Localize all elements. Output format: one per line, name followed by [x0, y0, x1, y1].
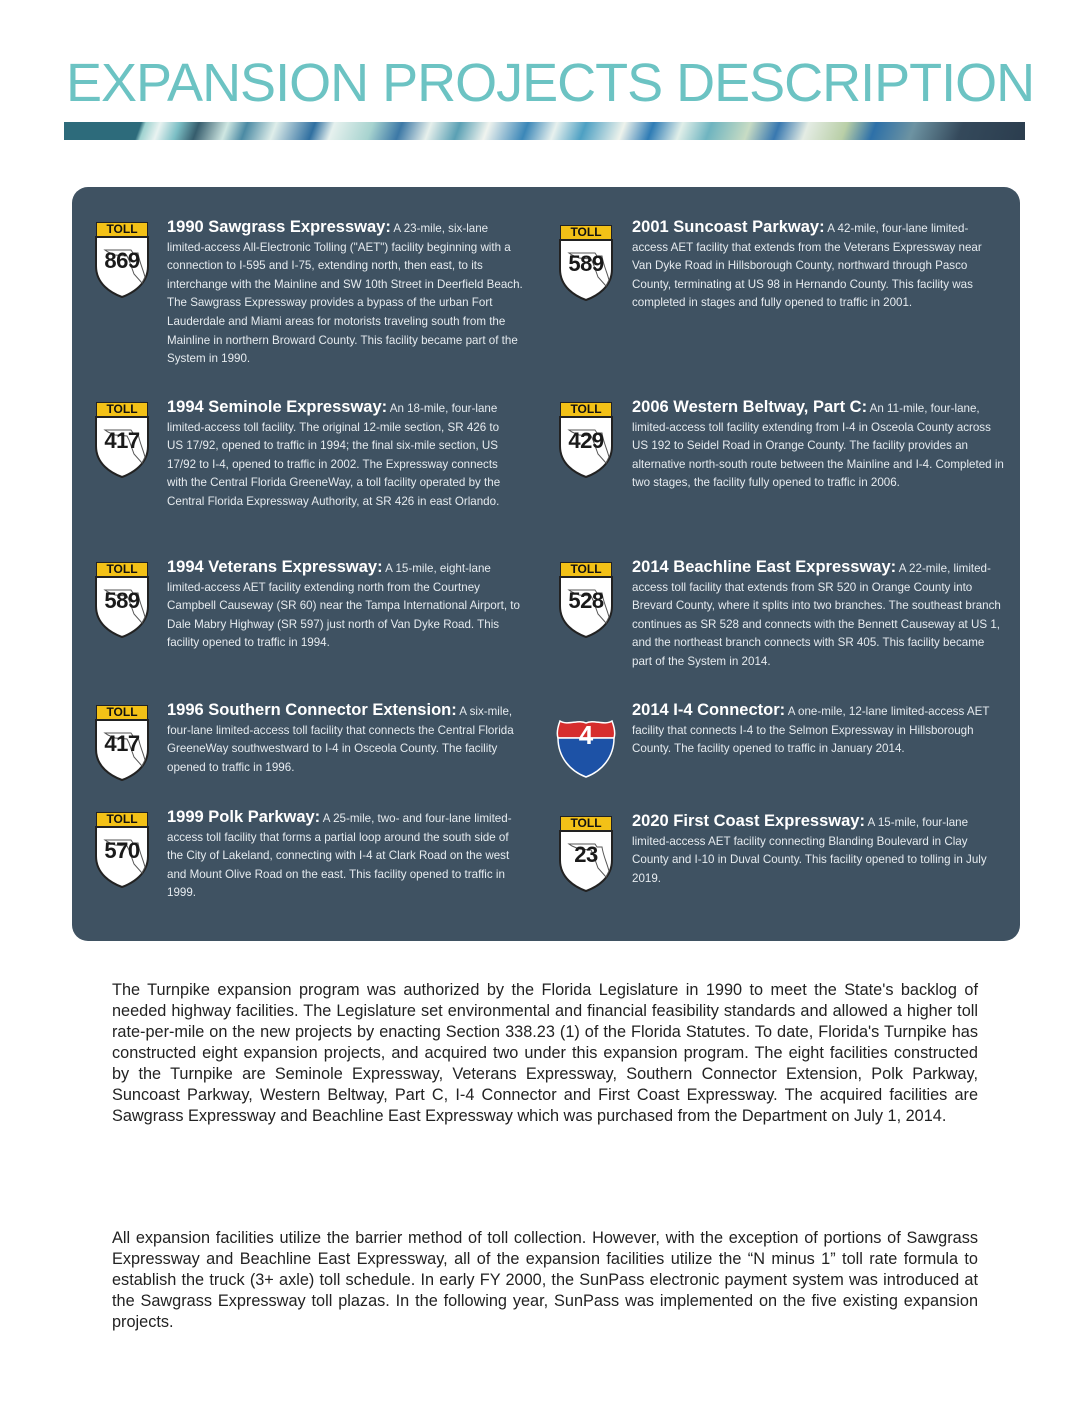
project-text: A six-mile, four-lane limited-access toll facility that connects the Central Florida GreeneWay southwestward to I-4 in Osceola County. The facility opened to traffic in 1996. [167, 705, 514, 774]
body-paragraph: All expansion facilities utilize the barrier method of toll collection. However, with the exception of portions of Sawgrass Expressway and Beachline East Expressway, all of the expansion facilities utilize the “N minus 1” toll rate formula to establish the truck (3+ axle) toll schedule. In early FY 2000, the SunPass electronic payment system was introduced at the Sawgrass Expressway toll plazas. In the following year, SunPass was implemented on the five existing expansion projects. [112, 1229, 978, 1331]
toll-label: TOLL [96, 562, 148, 577]
route-number: 417 [104, 428, 140, 453]
route-number: 589 [568, 251, 604, 276]
toll-shield-icon [557, 402, 615, 478]
project-heading: 1990 Sawgrass Expressway: [167, 218, 391, 236]
project-heading: 2014 I-4 Connector: [632, 701, 786, 719]
route-number: 869 [104, 248, 140, 273]
project-description [167, 701, 515, 777]
project-text: A 42-mile, four-lane limited-access AET facility that extends from the Veterans Expressway near Van Dyke Road in Hillsborough County, northward through Pasco County, terminating at US 98 in Hernando County. This facility was completed in stages and fully opened to traffic in 2001. [632, 222, 982, 310]
project-heading: 2020 First Coast Expressway: [632, 812, 865, 830]
project-text: An 18-mile, four-lane limited-access toll facility. The original 12-mile section, SR 426 to US 17/92, opened to traffic in 1994; the final six-mile section, US 17/92 to I-4, opened to traffic in 2002. The Expressway connects with the Central Florida GreeneWay, a toll facility operated by the Central Florida Expressway Authority, at SR 426 in east Orlando. [167, 402, 501, 508]
route-number: 429 [568, 428, 604, 453]
toll-shield-icon [93, 812, 151, 888]
toll-shield-icon [557, 562, 615, 638]
route-number: 417 [104, 731, 140, 756]
toll-label: TOLL [96, 705, 148, 720]
body-paragraph: The Turnpike expansion program was authorized by the Florida Legislature in 1990 to meet the State's backlog of needed highway facilities. The Legislature set environmental and financial feasibility standards and allowed a higher toll rate-per-mile on the new projects by enacting Section 338.23 (1) of the Florida Statutes. To date, Florida's Turnpike has constructed eight expansion projects, and acquired two under this expansion program. The eight facilities constructed by the Turnpike are Seminole Expressway, Veterans Expressway, Southern Connector Extension, Polk Parkway, Suncoast Parkway, Western Beltway, Part C, I-4 Connector and First Coast Expressway. The acquired facilities are Sawgrass Expressway and Beachline East Expressway which was purchased from the Department on July 1, 2014. [112, 981, 978, 1125]
page-title: EXPANSION PROJECTS DESCRIPTION [66, 53, 1035, 113]
project-heading: 1996 Southern Connector Extension: [167, 701, 457, 719]
project-description [167, 218, 525, 369]
toll-label: TOLL [560, 402, 612, 417]
route-number: 570 [104, 838, 140, 863]
route-number: 528 [568, 588, 604, 613]
decorative-stripe [64, 122, 1025, 140]
projects-panel [72, 187, 1020, 941]
toll-shield-icon [93, 705, 151, 781]
toll-shield-icon [93, 562, 151, 638]
project-description [632, 558, 1004, 672]
route-number: 589 [104, 588, 140, 613]
project-text: A 22-mile, limited-access toll facility that extends from SR 520 in Orange County into Brevard County, where it splits into two branches. The southeast branch continues as SR 528 and connects with the Bennett Causeway at US 1, and the northeast branch connects with SR 405. This facility became part of the System in 2014. [632, 562, 1001, 668]
project-description [632, 398, 1004, 493]
project-text: A 15-mile, eight-lane limited-access AET facility extending north from the Courtney Campbell Causeway (SR 60) near the Tampa International Airport, to Dale Mabry Highway (SR 597) just north of Van Dyke Road. This facility opened to traffic in 1994. [167, 562, 520, 650]
project-heading: 1999 Polk Parkway: [167, 808, 321, 826]
project-text: A 25-mile, two- and four-lane limited-access toll facility that forms a partial loop around the south side of the City of Lakeland, connecting with I-4 at Clark Road on the west and Mount Olive Road on the east. This facility opened to traffic in 1999. [167, 812, 512, 900]
project-heading: 2006 Western Beltway, Part C: [632, 398, 868, 416]
toll-label: TOLL [560, 562, 612, 577]
toll-label: TOLL [560, 816, 612, 831]
project-heading: 1994 Veterans Expressway: [167, 558, 383, 576]
project-description [632, 218, 1004, 313]
toll-label: TOLL [96, 222, 148, 237]
project-description [167, 808, 522, 903]
project-heading: 2001 Suncoast Parkway: [632, 218, 825, 236]
project-text: A 15-mile, four-lane limited-access AET facility connecting Blanding Boulevard in Clay County and I-10 in Duval County. This facility opened to tolling in July 2019. [632, 816, 987, 885]
toll-shield-icon [93, 402, 151, 478]
toll-label: TOLL [96, 402, 148, 417]
project-description [632, 701, 1004, 759]
toll-shield-icon [557, 225, 615, 301]
route-number: 4 [578, 720, 594, 750]
toll-label: TOLL [96, 812, 148, 827]
project-description [167, 398, 507, 512]
toll-shield-icon [557, 816, 615, 892]
interstate-shield-icon [556, 703, 616, 765]
project-heading: 1994 Seminole Expressway: [167, 398, 388, 416]
route-number: 23 [574, 842, 598, 867]
project-text: A 23-mile, six-lane limited-access All-Electronic Tolling ("AET") facility beginning with a connection to I-595 and I-75, extending north, then east, to its interchange with the Mainline and SW 10th Street in Deerfield Beach. The Sawgrass Expressway provides a bypass of the urban Fort Lauderdale and Miami areas for motorists traveling south from the Mainline in northern Broward County. This facility became part of the System in 1990. [167, 222, 523, 366]
project-heading: 2014 Beachline East Expressway: [632, 558, 897, 576]
project-description [167, 558, 527, 653]
project-text: An 11-mile, four-lane, limited-access toll facility extending from I-4 in Osceola County across US 192 to Seidel Road in Orange County. The facility provides an alternative north-south route between the Mainline and I-4. Completed in two stages, the facility fully opened to traffic in 2006. [632, 402, 1004, 490]
toll-shield-icon [93, 222, 151, 298]
toll-label: TOLL [560, 225, 612, 240]
project-text: A one-mile, 12-lane limited-access AET facility that connects I-4 to the Selmon Expressway in Hillsborough County. The facility opened to traffic in January 2014. [632, 705, 990, 756]
project-description [632, 812, 1004, 888]
